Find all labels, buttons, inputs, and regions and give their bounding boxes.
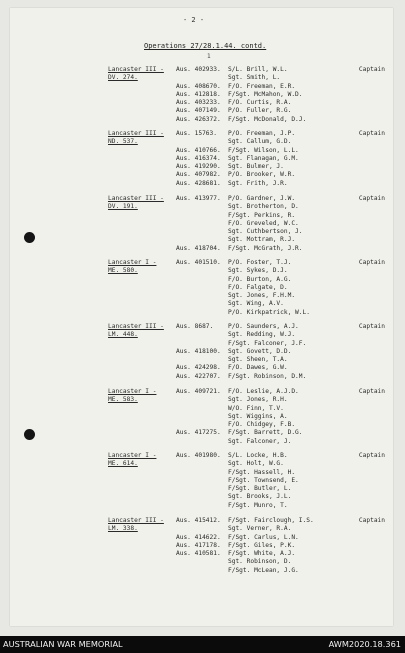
service-number: Aus. 407982. (176, 171, 221, 179)
crew-name: F/Sgt. Butler, L. (228, 485, 292, 493)
crew-name: F/Sgt. Perkins, R. (228, 211, 296, 219)
aircraft-line: ME. 614. (108, 460, 138, 468)
aircraft-label (108, 323, 178, 340)
crew-name: F/Sgt. Giles, P.K. (228, 541, 296, 549)
crew-name: Sgt. Brooks, J.L. (228, 493, 292, 501)
crew-name: Sgt. Jones, F.H.M. (228, 292, 296, 300)
crew-name: P/O. Foster, T.J. (228, 259, 292, 266)
page-number: - 2 - (183, 16, 205, 24)
service-number (176, 396, 228, 404)
service-number: Aus. 412818. (176, 90, 221, 98)
crew-entry (108, 259, 385, 319)
crew-names (228, 388, 346, 446)
service-number: Aus. 408670. (176, 82, 221, 90)
crew-name: F/Sgt. Carlus, L.N. (228, 533, 299, 541)
punch-hole (24, 429, 35, 440)
service-number: Aus. 414622. (176, 533, 221, 541)
crew-name: Sgt. Wing, A.V. (228, 300, 284, 308)
crew-name: F/Sgt. McDonald, D.J. (228, 115, 307, 123)
crew-name: F/Sgt. Barrett, D.G. (228, 429, 303, 437)
service-number (176, 356, 228, 364)
crew-name: Sgt. Robinson, D. (228, 558, 292, 566)
crew-name: Sgt. Jones, R.H. (228, 396, 288, 404)
service-number: Aus. 415412. (176, 517, 221, 524)
crew-name: W/O. Finn, T.V. (228, 404, 284, 412)
service-number (176, 340, 228, 348)
aircraft-label (108, 130, 178, 147)
aircraft-label (108, 195, 178, 212)
crew-name: S/L. Locke, H.B. (228, 452, 288, 459)
service-number: Aus. 419290. (176, 163, 221, 171)
service-number (176, 469, 228, 477)
crew-entry (108, 195, 385, 255)
service-number (176, 292, 228, 300)
crew-names (228, 195, 346, 253)
crew-entry (108, 66, 385, 126)
crew-role: Captain (358, 130, 385, 137)
crew-name: Sgt. Brotherton, D. (228, 203, 299, 211)
aircraft-line: Lancaster I - (108, 259, 157, 266)
crew-role: Captain (358, 66, 385, 73)
service-number: Aus. 409721. (176, 388, 221, 395)
service-number: Aus. 410581. (176, 550, 221, 558)
service-number (176, 405, 228, 413)
aircraft-line: DV. 274. (108, 74, 138, 82)
service-numbers (176, 517, 228, 575)
aircraft-line: Lancaster III - (108, 66, 164, 73)
service-number: Aus. 407149. (176, 107, 221, 115)
service-numbers (176, 66, 228, 124)
service-numbers (176, 323, 228, 381)
service-number: Aus. 426372. (176, 115, 221, 123)
service-number: Aus. 417178. (176, 541, 221, 549)
service-number: Aus. 418100. (176, 347, 221, 355)
crew-name: F/Sgt. Fairclough, I.S. (228, 517, 314, 524)
aircraft-line: Lancaster III - (108, 195, 164, 202)
crew-name: Sgt. Bulmer, J. (228, 163, 284, 171)
aircraft-line: Lancaster I - (108, 388, 157, 395)
service-number (176, 477, 228, 485)
service-number (176, 74, 228, 82)
crew-name: P/O. Freeman, J.P. (228, 130, 296, 137)
crew-name: F/Sgt. Wilson, L.L. (228, 146, 299, 154)
service-number: Aus. 402933. (176, 66, 221, 73)
crew-name: Sgt. Callum, G.D. (228, 138, 292, 146)
crew-name: Sgt. Redding, W.J. (228, 331, 296, 339)
aircraft-label (108, 452, 178, 469)
crew-role: Captain (358, 388, 385, 395)
crew-name: F/Sgt. Townsend, E. (228, 476, 299, 484)
crew-name: F/O. Dawes, G.W. (228, 364, 288, 372)
aircraft-line: ND. 537. (108, 138, 138, 146)
service-number: Aus. 418704. (176, 244, 221, 252)
crew-name: Sgt. Frith, J.R. (228, 179, 288, 187)
crew-name: F/Sgt. McGrath, J.R. (228, 244, 303, 252)
crew-name: Sgt. Falconer, J. (228, 437, 292, 445)
service-number: Aus. 428681. (176, 179, 221, 187)
aircraft-label (108, 388, 178, 405)
service-number (176, 331, 228, 339)
footer-bar (0, 636, 405, 653)
crew-name: Sgt. Sheen, T.A. (228, 356, 288, 364)
crew-entry (108, 130, 385, 190)
crew-role: Captain (358, 452, 385, 459)
aircraft-line: Lancaster I - (108, 452, 157, 459)
aircraft-label (108, 66, 178, 83)
service-numbers (176, 130, 228, 188)
service-number (176, 493, 228, 501)
crew-entry (108, 388, 385, 448)
service-number: Aus. 417275. (176, 429, 221, 437)
aircraft-line: LM. 448. (108, 331, 138, 339)
crew-role: Captain (358, 195, 385, 202)
service-number: Aus. 416374. (176, 154, 221, 162)
crew-name: F/Sgt. Robinson, D.M. (228, 372, 307, 380)
service-numbers (176, 259, 228, 317)
service-number (176, 525, 228, 533)
crew-name: F/O. Falgate, D. (228, 283, 288, 291)
service-number: Aus. 410766. (176, 146, 221, 154)
crew-name: Sgt. Wiggins, A. (228, 412, 288, 420)
crew-name: P/O. Brooker, W.R. (228, 171, 296, 179)
aircraft-line: ME. 583. (108, 396, 138, 404)
service-number (176, 276, 228, 284)
service-number (176, 421, 228, 429)
crew-name: F/Sgt. Munro, T. (228, 501, 288, 509)
crew-names (228, 130, 346, 188)
crew-name: Sgt. Sykes, D.J. (228, 267, 288, 275)
crew-name: P/O. Kirkpatrick, W.L. (228, 308, 310, 316)
service-number (176, 567, 228, 575)
aircraft-label (108, 259, 178, 276)
service-number (176, 309, 228, 317)
page-title: Operations 27/28.1.44. contd. (144, 42, 267, 50)
crew-role: Captain (358, 517, 385, 524)
crew-role: Captain (358, 259, 385, 266)
service-number (176, 300, 228, 308)
crew-entry (108, 452, 385, 512)
crew-name: P/O. Fuller, R.G. (228, 107, 292, 115)
service-number: Aus. 422707. (176, 372, 221, 380)
aircraft-line: DV. 191. (108, 203, 138, 211)
service-number (176, 228, 228, 236)
service-numbers (176, 388, 228, 446)
crew-name: Sgt. Cuthbertson, J. (228, 228, 303, 236)
crew-entry (108, 517, 385, 577)
crew-entry (108, 323, 385, 383)
crew-name: P/O. Saunders, A.J. (228, 323, 299, 330)
crew-name: Sgt. Holt, W.G. (228, 460, 284, 468)
aircraft-line: Lancaster III - (108, 517, 164, 524)
service-number: Aus. 401980. (176, 452, 221, 459)
aircraft-line: Lancaster III - (108, 323, 164, 330)
punch-hole (24, 232, 35, 243)
service-number: Aus. 15763. (176, 130, 217, 137)
crew-name: F/O. Burton, A.G. (228, 275, 292, 283)
service-numbers (176, 452, 228, 510)
service-number (176, 284, 228, 292)
service-number (176, 460, 228, 468)
crew-names (228, 452, 346, 510)
service-number (176, 438, 228, 446)
crew-name: F/O. Curtis, R.A. (228, 99, 292, 107)
service-numbers (176, 195, 228, 253)
service-number (176, 485, 228, 493)
service-number (176, 236, 228, 244)
crew-name: S/L. Brill, W.L. (228, 66, 288, 73)
crew-name: F/Sgt. White, A.J. (228, 550, 296, 558)
crew-name: F/Sgt. McMahon, W.D. (228, 90, 303, 98)
crew-name: Sgt. Verner, R.A. (228, 525, 292, 533)
crew-names (228, 323, 346, 381)
crew-name: F/Sgt. Falconer, J.F. (228, 339, 307, 347)
aircraft-line: Lancaster III - (108, 130, 164, 137)
crew-names (228, 259, 346, 317)
crew-name: F/Sgt. McLean, J.G. (228, 566, 299, 574)
service-number (176, 212, 228, 220)
service-number (176, 558, 228, 566)
crew-name: F/O. Freeman, E.R. (228, 82, 296, 90)
crew-name: P/O. Gardner, J.W. (228, 195, 296, 202)
service-number: Aus. 403233. (176, 99, 221, 107)
crew-name: F/O. Greveled, W.C. (228, 219, 299, 227)
aircraft-line: LM. 338. (108, 525, 138, 533)
crew-name: F/O. Leslie, A.J.D. (228, 388, 299, 395)
service-number (176, 267, 228, 275)
service-number (176, 220, 228, 228)
footer-left: AUSTRALIAN WAR MEMORIAL (3, 639, 123, 649)
crew-names (228, 517, 346, 575)
service-number (176, 413, 228, 421)
service-number (176, 502, 228, 510)
crew-name: F/O. Chidgey, F.B. (228, 421, 296, 429)
crew-name: Sgt. Govett, D.D. (228, 347, 292, 355)
crew-name: F/Sgt. Hassell, H. (228, 468, 296, 476)
small-mark: 1 (207, 53, 211, 60)
footer-right: AWM2020.18.361 (328, 639, 401, 649)
service-number: Aus. 8687. (176, 323, 214, 330)
crew-name: Sgt. Mottram, R.J. (228, 236, 296, 244)
aircraft-line: ME. 580. (108, 267, 138, 275)
service-number (176, 138, 228, 146)
aircraft-label (108, 517, 178, 534)
service-number: Aus. 401510. (176, 259, 221, 266)
service-number: Aus. 424298. (176, 364, 221, 372)
crew-role: Captain (358, 323, 385, 330)
service-number: Aus. 413977. (176, 195, 221, 202)
crew-name: Sgt. Flanagan, G.M. (228, 154, 299, 162)
service-number (176, 203, 228, 211)
crew-names (228, 66, 346, 124)
crew-name: Sgt. Smith, L. (228, 74, 281, 82)
